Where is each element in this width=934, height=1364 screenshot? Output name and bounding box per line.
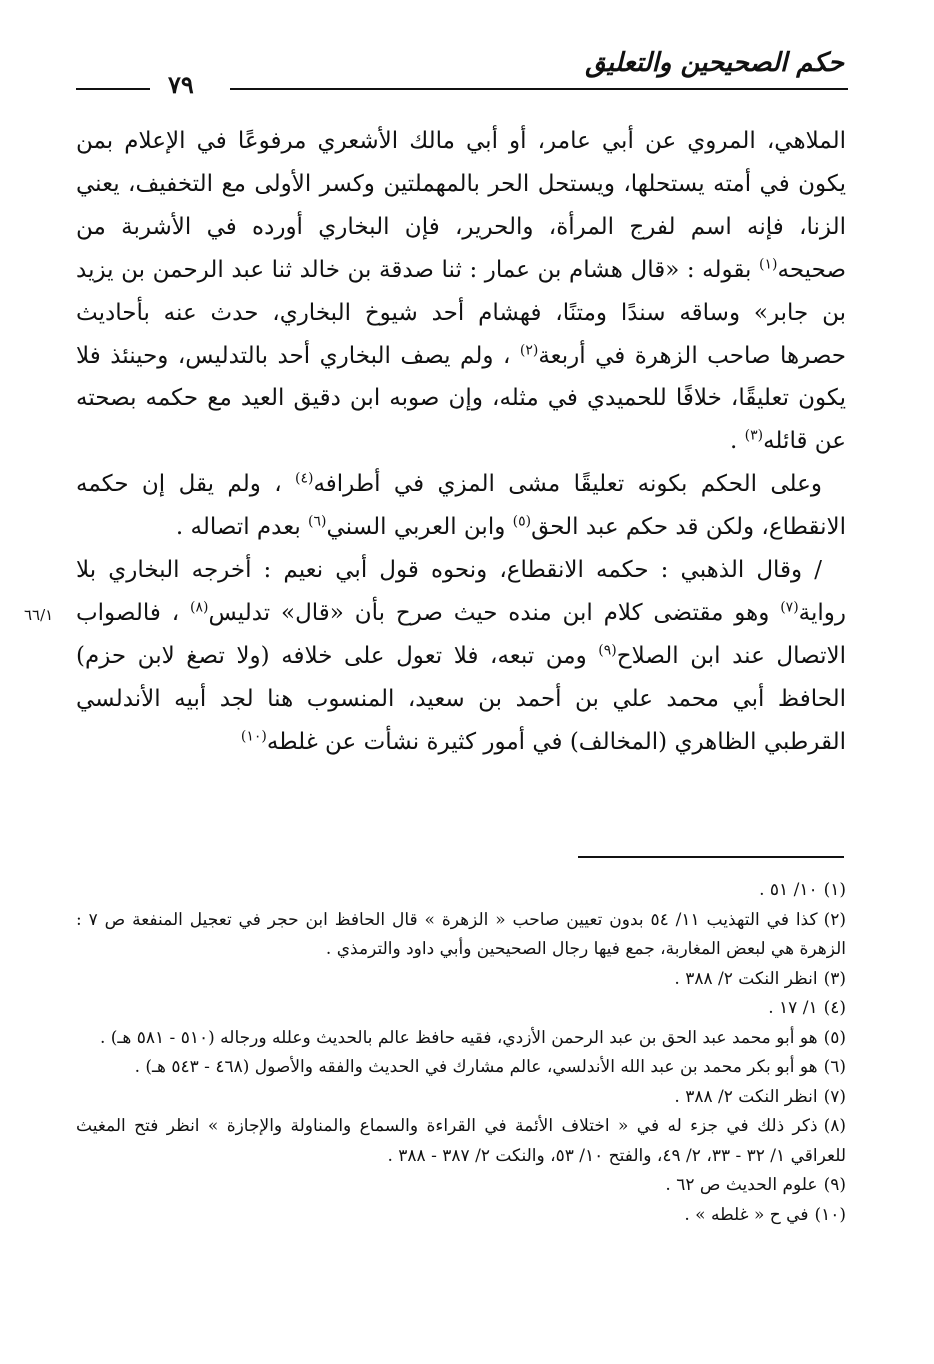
footnote-marker[interactable]: (١): [759, 256, 778, 273]
footnote-number: (٢): [823, 909, 846, 930]
footnote-number: (٣): [823, 968, 846, 989]
footnote: [76, 1083, 846, 1113]
footnote-text: انظر النكت ٢/ ٣٨٨ .: [674, 968, 818, 989]
footnote-marker[interactable]: (٨): [189, 599, 209, 616]
paragraph-text: ، ولم يصف البخاري أحد بالتدليس، وحينئذ فلا يكون تعليقًا، خلافًا للحميدي في مثله، وإن صوبه ابن دقيق العيد مع حكمه بصحته عن قائله: [76, 342, 846, 455]
footnote-number: (٩): [823, 1175, 846, 1195]
paragraph-text: بعدم اتصاله .: [175, 514, 309, 541]
paragraph-text: وعلى الحكم بكونه تعليقًا مشى المزي في أطرافه: [313, 471, 822, 498]
paragraph-text: .: [730, 428, 745, 455]
footnote: [76, 965, 846, 995]
footnote-text: كذا في التهذيب ١١/ ٥٤ بدون تعيين صاحب « الزهرة » قال الحافظ ابن حجر في تعجيل المنفعة ص ٧ : الزهرة هي لبعض المغاربة، جمع فيها رجال الصحيحين وأبي داود والترمذي .: [76, 909, 846, 959]
footnote-number: (٧): [823, 1086, 846, 1107]
footnote-marker[interactable]: (٤): [294, 470, 314, 487]
footnote: [76, 1201, 846, 1231]
footnote-number: (٤): [823, 998, 846, 1018]
footnote-text: علوم الحديث ص ٦٢ .: [665, 1175, 818, 1195]
paragraph-text: وهو مقتضى كلام ابن منده حيث صرح بأن «قال» تدليس: [208, 599, 781, 626]
page-number: ٧٩: [168, 70, 194, 99]
paragraph-text: / وقال الذهبي : حكمه الانقطاع، ونحوه قول أبي نعيم : أخرجه البخاري بلا رواية: [76, 557, 846, 626]
footnote-number: (٨): [823, 1116, 846, 1136]
main-text: [76, 120, 846, 764]
footnotes-section: [76, 876, 846, 1230]
footnote: [76, 876, 846, 906]
paragraph-text: الملاهي، المروي عن أبي عامر، أو أبي مالك الأشعري مرفوعًا في الإعلام بمن يكون في أمته يستحلها، ويستحل الحر بالمهملتين وكسر الأولى مع التخفيف، يعني الزنا، فإنه اسم لفرج المرأة، والحرير، فإن البخاري أورده في الأشربة من صحيحه: [76, 128, 846, 283]
body-paragraph: [76, 463, 846, 549]
footnote-marker[interactable]: (٣): [744, 427, 764, 444]
footnote: [76, 994, 846, 1024]
footnote: [76, 1024, 846, 1054]
running-header-title: حكم الصحيحين والتعليق: [585, 48, 844, 78]
paragraph-text: بقوله : «قال هشام بن عمار : ثنا صدقة بن خالد ثنا عبد الرحمن بن يزيد بن جابر» وساقه سندًا ومتنًا، فهشام أحد شيوخ البخاري، حدث عنه بأحاديث حصرها صاحب الزهرة في أربعة: [76, 256, 846, 369]
footnote: [76, 1112, 846, 1171]
header-rule-right: [230, 88, 848, 90]
footnote-text: هو أبو بكر محمد بن عبد الله الأندلسي، عالم مشارك في الحديث والفقه والأصول (٤٦٨ - ٥٤٣ هـ) .: [134, 1057, 818, 1077]
footnote-text: هو أبو محمد عبد الحق بن عبد الرحمن الأزدي، فقيه حافظ عالم بالحديث وعلله ورجاله (٥١٠ - ٥٨١ هـ) .: [99, 1027, 818, 1048]
footnote-text: ١/ ١٧ .: [768, 998, 818, 1018]
paragraph-text: وابن العربي السني: [326, 514, 513, 541]
footnote: [76, 1053, 846, 1083]
footnote-text: انظر النكت ٢/ ٣٨٨ .: [674, 1086, 818, 1107]
footnote-marker[interactable]: (١٠): [240, 728, 267, 745]
footnote-marker[interactable]: (٩): [598, 642, 617, 659]
footnote: [76, 906, 846, 965]
header-rule-left: [76, 88, 150, 90]
paragraph-text: ، فالصواب الاتصال عند ابن الصلاح: [76, 599, 846, 669]
footnote-text: ١٠/ ٥١ .: [759, 880, 818, 900]
footnote-marker[interactable]: (٦): [308, 513, 327, 530]
footnote-marker[interactable]: (٥): [512, 513, 532, 530]
footnote-marker[interactable]: (٢): [519, 341, 539, 358]
footnote-number: (١): [823, 880, 846, 900]
paragraph-text: ، ولم يقل إن حكمه الانقطاع، ولكن قد حكم عبد الحق: [76, 471, 846, 541]
footnote-text: ذكر ذلك في جزء له في « اختلاف الأئمة في القراءة والسماع والمناولة والإجازة » انظر فتح المغيث للعراقي ١/ ٣٢ - ٣٣، ٢/ ٤٩، والفتح ١٠/ ٥٣، والنكت ٢/ ٣٨٧ - ٣٨٨ .: [76, 1116, 846, 1166]
footnote-divider: [578, 856, 844, 858]
body-paragraph: [76, 120, 846, 463]
body-paragraph: [76, 549, 846, 764]
margin-reference: ٦٦/١: [24, 606, 54, 624]
footnote-number: (١٠): [814, 1204, 846, 1225]
footnote: [76, 1171, 846, 1201]
footnote-text: في ح « غلطه » .: [684, 1204, 809, 1225]
footnote-number: (٥): [823, 1027, 846, 1048]
paragraph-text: ومن تبعه، فلا تعول على خلافه (ولا تصغ لابن حزم) الحافظ أبي محمد علي بن أحمد بن سعيد، المنسوب هنا لجد أبيه الأندلسي القرطبي الظاهري (المخالف) في أمور كثيرة نشأت عن غلطه: [76, 642, 846, 755]
footnote-marker[interactable]: (٧): [780, 599, 799, 616]
footnote-number: (٦): [823, 1057, 846, 1077]
